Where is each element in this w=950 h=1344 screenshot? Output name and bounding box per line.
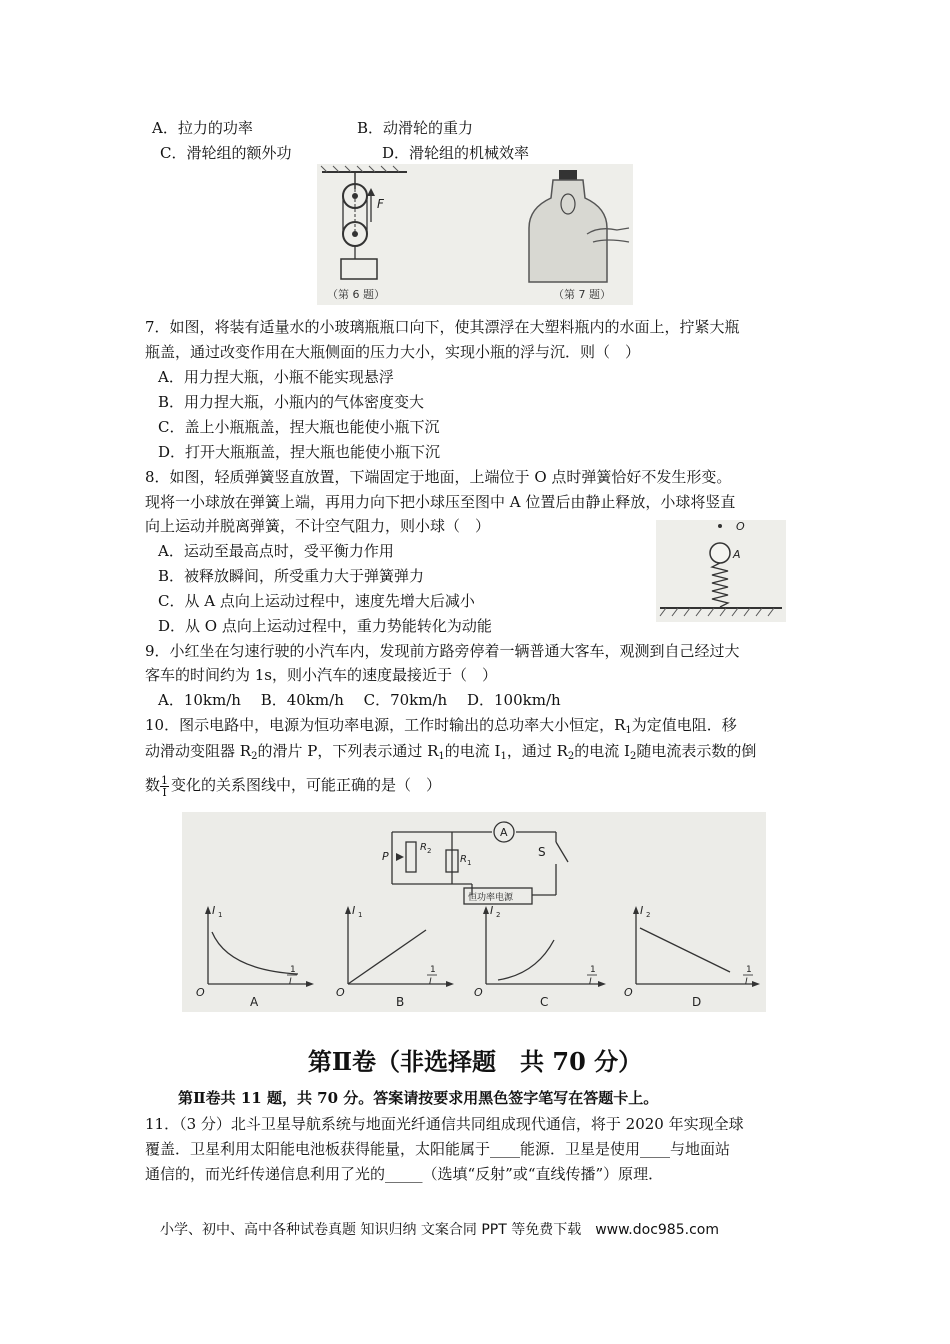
pulley-bottle-diagram <box>317 164 633 305</box>
graph-b-ylabel: I <box>352 904 356 917</box>
q10-l2-part-b: 的滑片 P，下列表示通过 R <box>257 742 439 760</box>
graph-d-label: D <box>692 995 702 1009</box>
graph-c-label: C <box>540 995 549 1009</box>
point-o-label: O <box>736 520 745 533</box>
q8-line-2: 现将一小球放在弹簧上端，再用力向下把小球压至图中 A 位置后由静止释放，小球将竖直 <box>145 493 736 511</box>
q10-l1-part-b: 为定值电阻．移 <box>631 716 737 734</box>
q10-sub-r2: 2 <box>251 751 258 762</box>
q10-line-2 <box>145 741 756 767</box>
q10-l2-part-f: 随电流表示数的倒 <box>636 742 757 760</box>
q9-line-1: 9．小红坐在匀速行驶的小汽车内，发现前方路旁停着一辆普通大客车，观测到自己经过大 <box>145 642 740 660</box>
q7-line-2: 瓶盖，通过改变作用在大瓶侧面的压力大小，实现小瓶的浮与沉．则（ ） <box>145 343 641 361</box>
q10-sub-r2b: 2 <box>567 751 575 762</box>
q10-l2-part-e: 的电流 I <box>574 742 630 760</box>
point-a-label: A <box>733 548 741 561</box>
q9-options: A．10km/h B．40km/h C．70km/h D．100km/h <box>158 691 561 709</box>
graph-d-xnum: 1 <box>746 965 752 975</box>
figure-10 <box>182 812 766 1012</box>
q6-option-a: A．拉力的功率 <box>152 119 253 137</box>
q10-l1-part-a: 10．图示电路中，电源为恒功率电源，工作时输出的总功率大小恒定，R <box>145 716 626 734</box>
graph-a-xden: I <box>289 977 292 987</box>
q10-l3-part-a: 数 <box>145 776 161 794</box>
q8-option-c: C．从 A 点向上运动过程中，速度先增大后减小 <box>158 592 475 610</box>
q8-option-b: B．被释放瞬间，所受重力大于弹簧弹力 <box>158 567 425 585</box>
q10-sub-i2: 2 <box>629 751 637 762</box>
fraction-numerator: 1 <box>161 773 169 787</box>
force-label: F <box>377 197 384 211</box>
graph-d-xden: I <box>745 977 748 987</box>
q10-line-1 <box>145 715 737 741</box>
graph-a-origin: O <box>196 986 205 999</box>
q7-option-a: A．用力捏大瓶，小瓶不能实现悬浮 <box>158 368 394 386</box>
q6-option-d: D．滑轮组的机械效率 <box>382 144 530 162</box>
q9-line-2: 客车的时间约为 1s，则小汽车的速度最接近于（ ） <box>145 666 498 684</box>
caption-fig7: （第 7 题） <box>553 288 611 301</box>
figure-6-7 <box>317 164 633 305</box>
graph-d-ylabel: I <box>640 904 644 917</box>
circuit-and-graphs <box>182 812 766 1012</box>
q10-l3-part-b: 变化的关系图线中，可能正确的是（ ） <box>171 776 442 794</box>
q11-line-1: 11．（3 分）北斗卫星导航系统与地面光纤通信共同组成现代通信，将于 2020 年实现全球 <box>145 1115 744 1133</box>
graph-a-xnum: 1 <box>290 965 296 975</box>
r1-sub: 1 <box>467 859 472 867</box>
figure-8-spring <box>656 520 786 622</box>
q6-option-b: B．动滑轮的重力 <box>357 119 474 137</box>
graph-b-ysub: 1 <box>358 911 363 919</box>
graph-a-label: A <box>250 995 259 1009</box>
q10-sub-r1b: 1 <box>438 751 445 762</box>
graph-b-xnum: 1 <box>430 965 436 975</box>
q6-option-c: C．滑轮组的额外功 <box>160 144 292 162</box>
q7-option-c: C．盖上小瓶瓶盖，捏大瓶也能使小瓶下沉 <box>158 418 440 436</box>
graph-b-xden: I <box>429 977 432 987</box>
q11-line-2: 覆盖．卫星利用太阳能电池板获得能量，太阳能属于____能源．卫星是使用____与地面站 <box>145 1140 731 1158</box>
fraction-denominator: I <box>162 785 167 799</box>
section-2-title: 第Ⅱ卷（非选择题 共 70 分） <box>307 1047 643 1076</box>
ammeter-label: A <box>500 826 508 839</box>
graph-b-label: B <box>396 995 405 1009</box>
section-2-note: 第Ⅱ卷共 11 题，共 70 分。答案请按要求用黑色签字笔写在答题卡上。 <box>178 1089 659 1107</box>
one-over-i-fraction <box>160 775 169 798</box>
q10-l2-part-c: 的电流 I <box>444 742 501 760</box>
spring-diagram <box>656 520 786 622</box>
q8-option-a: A．运动至最高点时，受平衡力作用 <box>158 542 394 560</box>
r2-sub: 2 <box>427 847 432 855</box>
r2-label: R <box>420 842 427 853</box>
graph-a-ysub: 1 <box>218 911 223 919</box>
q8-option-d: D．从 O 点向上运动过程中，重力势能转化为动能 <box>158 617 492 635</box>
footer-text: 小学、初中、高中各种试卷真题 知识归纳 文案合同 PPT 等免费下载 www.doc985.com <box>160 1222 719 1238</box>
q8-line-1: 8．如图，轻质弹簧竖直放置，下端固定于地面，上端位于 O 点时弹簧恰好不发生形变。 <box>145 468 732 486</box>
graph-a-ylabel: I <box>212 904 216 917</box>
graph-c-xden: I <box>589 977 592 987</box>
graph-d-ysub: 2 <box>646 911 651 919</box>
q11-line-3: 通信的，而光纤传递信息利用了光的_____（选填“反射”或“直线传播”）原理． <box>145 1165 664 1183</box>
graph-c-ylabel: I <box>490 904 494 917</box>
graph-c-origin: O <box>474 986 483 999</box>
q10-l2-part-d: ，通过 R <box>506 742 568 760</box>
slider-p-label: P <box>382 850 389 863</box>
r1-label: R <box>460 854 467 865</box>
caption-fig6: （第 6 题） <box>327 288 385 301</box>
q10-sub-r1: 1 <box>625 725 632 736</box>
graph-c-ysub: 2 <box>496 911 501 919</box>
graph-d-origin: O <box>624 986 633 999</box>
graph-b-origin: O <box>336 986 345 999</box>
switch-label: S <box>538 845 546 859</box>
q10-l2-part-a: 动滑动变阻器 R <box>145 742 252 760</box>
q7-option-b: B．用力捏大瓶，小瓶内的气体密度变大 <box>158 393 425 411</box>
graph-c-xnum: 1 <box>590 965 596 975</box>
q7-option-d: D．打开大瓶瓶盖，捏大瓶也能使小瓶下沉 <box>158 443 441 461</box>
q10-line-3 <box>145 770 441 800</box>
q10-sub-i1: 1 <box>500 751 507 762</box>
q7-line-1: 7．如图，将装有适量水的小玻璃瓶瓶口向下，使其漂浮在大塑料瓶内的水面上，拧紧大瓶 <box>145 318 740 336</box>
q8-line-3: 向上运动并脱离弹簧，不计空气阻力，则小球（ ） <box>145 517 491 535</box>
source-label: 恒功率电源 <box>468 893 514 903</box>
